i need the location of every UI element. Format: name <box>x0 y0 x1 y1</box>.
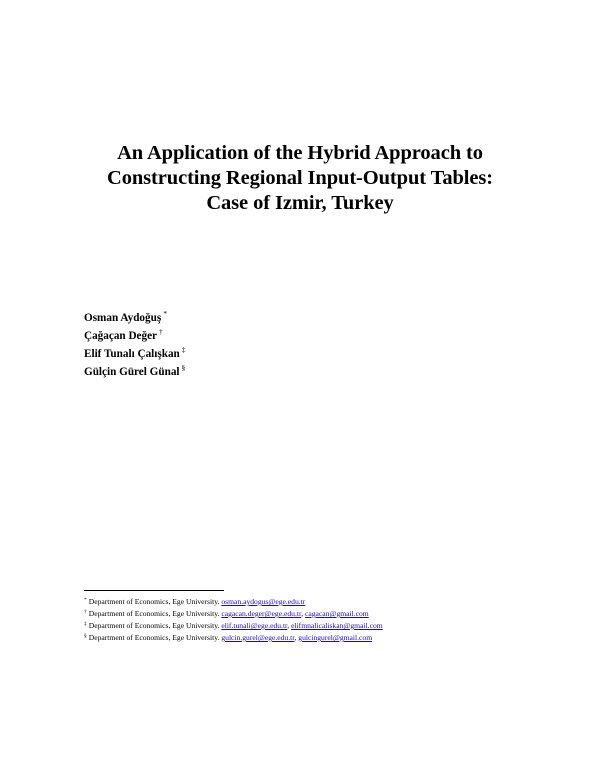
footnote-email-link-2[interactable]: cagacan@gmail.com <box>305 609 369 618</box>
footnote-1 <box>84 595 383 607</box>
footnote-separator: , <box>294 633 297 642</box>
footnote-mark: * <box>84 597 87 603</box>
footnote-email-link-2[interactable]: elifmnalicaliskan@gmail.com <box>291 621 383 630</box>
author-name: Gülçin Gürel Günal <box>84 366 180 378</box>
footnote-email-link[interactable]: cagacan.deger@ege.edu.tr <box>221 609 302 618</box>
footnote-text: Department of Economics, Ege University. <box>88 597 220 606</box>
footnote-text: Department of Economics, Ege University. <box>88 609 220 618</box>
footnote-email-link[interactable]: osman.aydogus@ege.edu.tr <box>221 597 306 606</box>
footnotes <box>84 595 383 643</box>
footnote-text: Department of Economics, Ege University. <box>88 633 220 642</box>
footnote-divider <box>84 590 224 591</box>
footnote-mark: § <box>84 633 87 639</box>
author-name: Elif Tunalı Çalışkan <box>84 348 180 360</box>
footnote-email-link[interactable]: elif.tunali@ege.edu.tr <box>221 621 288 630</box>
author-list <box>84 307 186 379</box>
paper-title <box>60 141 540 216</box>
author-footnote-mark: § <box>181 363 186 372</box>
footnote-2 <box>84 607 383 619</box>
footnote-mark: † <box>84 609 87 615</box>
author-footnote-mark: ‡ <box>181 345 186 354</box>
footnote-mark: ‡ <box>84 621 87 627</box>
footnote-email-link[interactable]: gulcin.gurel@ege.edu.tr <box>221 633 295 642</box>
footnote-text: Department of Economics, Ege University. <box>88 621 220 630</box>
footnote-4 <box>84 631 383 643</box>
footnote-separator: , <box>287 621 290 630</box>
author-footnote-mark: † <box>159 327 163 336</box>
author-1 <box>84 307 186 325</box>
author-3 <box>84 343 186 361</box>
author-2 <box>84 325 186 343</box>
footnote-separator: , <box>301 609 304 618</box>
footnote-email-link-2[interactable]: gulcingurel@gmail.com <box>298 633 373 642</box>
author-name: Osman Aydoğuş <box>84 312 162 324</box>
author-name: Çağaçan Değer <box>84 330 158 342</box>
title-line-1: An Application of the Hybrid Approach to <box>117 142 483 164</box>
title-line-3: Case of Izmir, Turkey <box>206 192 394 214</box>
author-footnote-mark: * <box>163 309 167 318</box>
footnote-3 <box>84 619 383 631</box>
title-line-2: Constructing Regional Input-Output Tables: <box>107 167 493 189</box>
author-4 <box>84 361 186 379</box>
